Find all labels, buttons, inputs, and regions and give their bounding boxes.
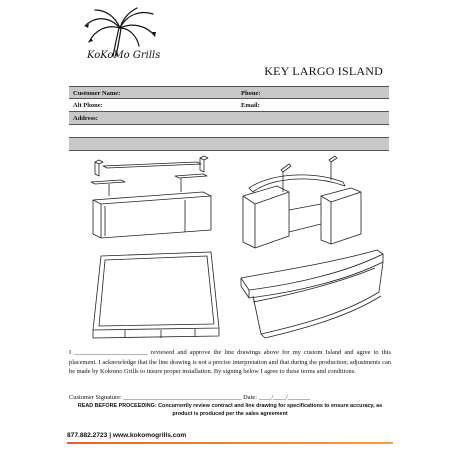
drawing-back-view bbox=[91, 156, 211, 238]
phone-field[interactable]: Phone: bbox=[241, 90, 261, 97]
signature-line[interactable]: Customer Signature: _____________________________________ Date: ____/____/_______ bbox=[69, 394, 311, 401]
form-row-blank-1 bbox=[69, 125, 389, 138]
form-row-blank-2 bbox=[69, 138, 389, 151]
footer-separator: | bbox=[109, 432, 113, 439]
footer-website[interactable]: www.kokomogrills.com bbox=[112, 432, 187, 439]
palm-tree-logo-icon bbox=[65, 6, 185, 76]
form-row-alt-phone bbox=[69, 99, 389, 112]
customer-info-form bbox=[69, 86, 389, 151]
drawing-curved-island-view bbox=[241, 250, 383, 338]
drawing-curved-bar-view bbox=[243, 156, 361, 248]
brand-wordmark: KoKoMo Grills bbox=[87, 50, 161, 61]
address-field[interactable]: Address: bbox=[73, 115, 98, 122]
contact-footer bbox=[67, 432, 393, 439]
footer-accent-line bbox=[67, 442, 393, 444]
order-form-sheet bbox=[55, 2, 405, 458]
approval-statement: I _______________________ reviewed and approve the line drawings above for my custom Island and agree to this placement. I acknowledge that the line drawing is not a precise interpretation and that during the production; adjustments can be made by Kokomo Grills to insure proper installation. By signing below I agree to these terms and conditions. bbox=[69, 349, 391, 376]
customer-name-field[interactable]: Customer Name: bbox=[73, 90, 121, 97]
alt-phone-field[interactable]: Alt Phone: bbox=[73, 102, 103, 109]
form-row-address bbox=[69, 112, 389, 125]
email-field[interactable]: Email: bbox=[241, 102, 260, 109]
drawing-top-view bbox=[93, 252, 219, 338]
island-line-drawings bbox=[85, 152, 385, 342]
form-row-customer bbox=[69, 86, 389, 99]
read-before-proceeding-notice: READ BEFORE PROCEEDING: Concurrently review contract and line drawing for specifications to ensure accuracy, as product is produced per the sales agreement bbox=[77, 403, 383, 417]
footer-phone: 877.882.2723 bbox=[67, 432, 108, 439]
page-title: KEY LARGO ISLAND bbox=[264, 64, 383, 78]
